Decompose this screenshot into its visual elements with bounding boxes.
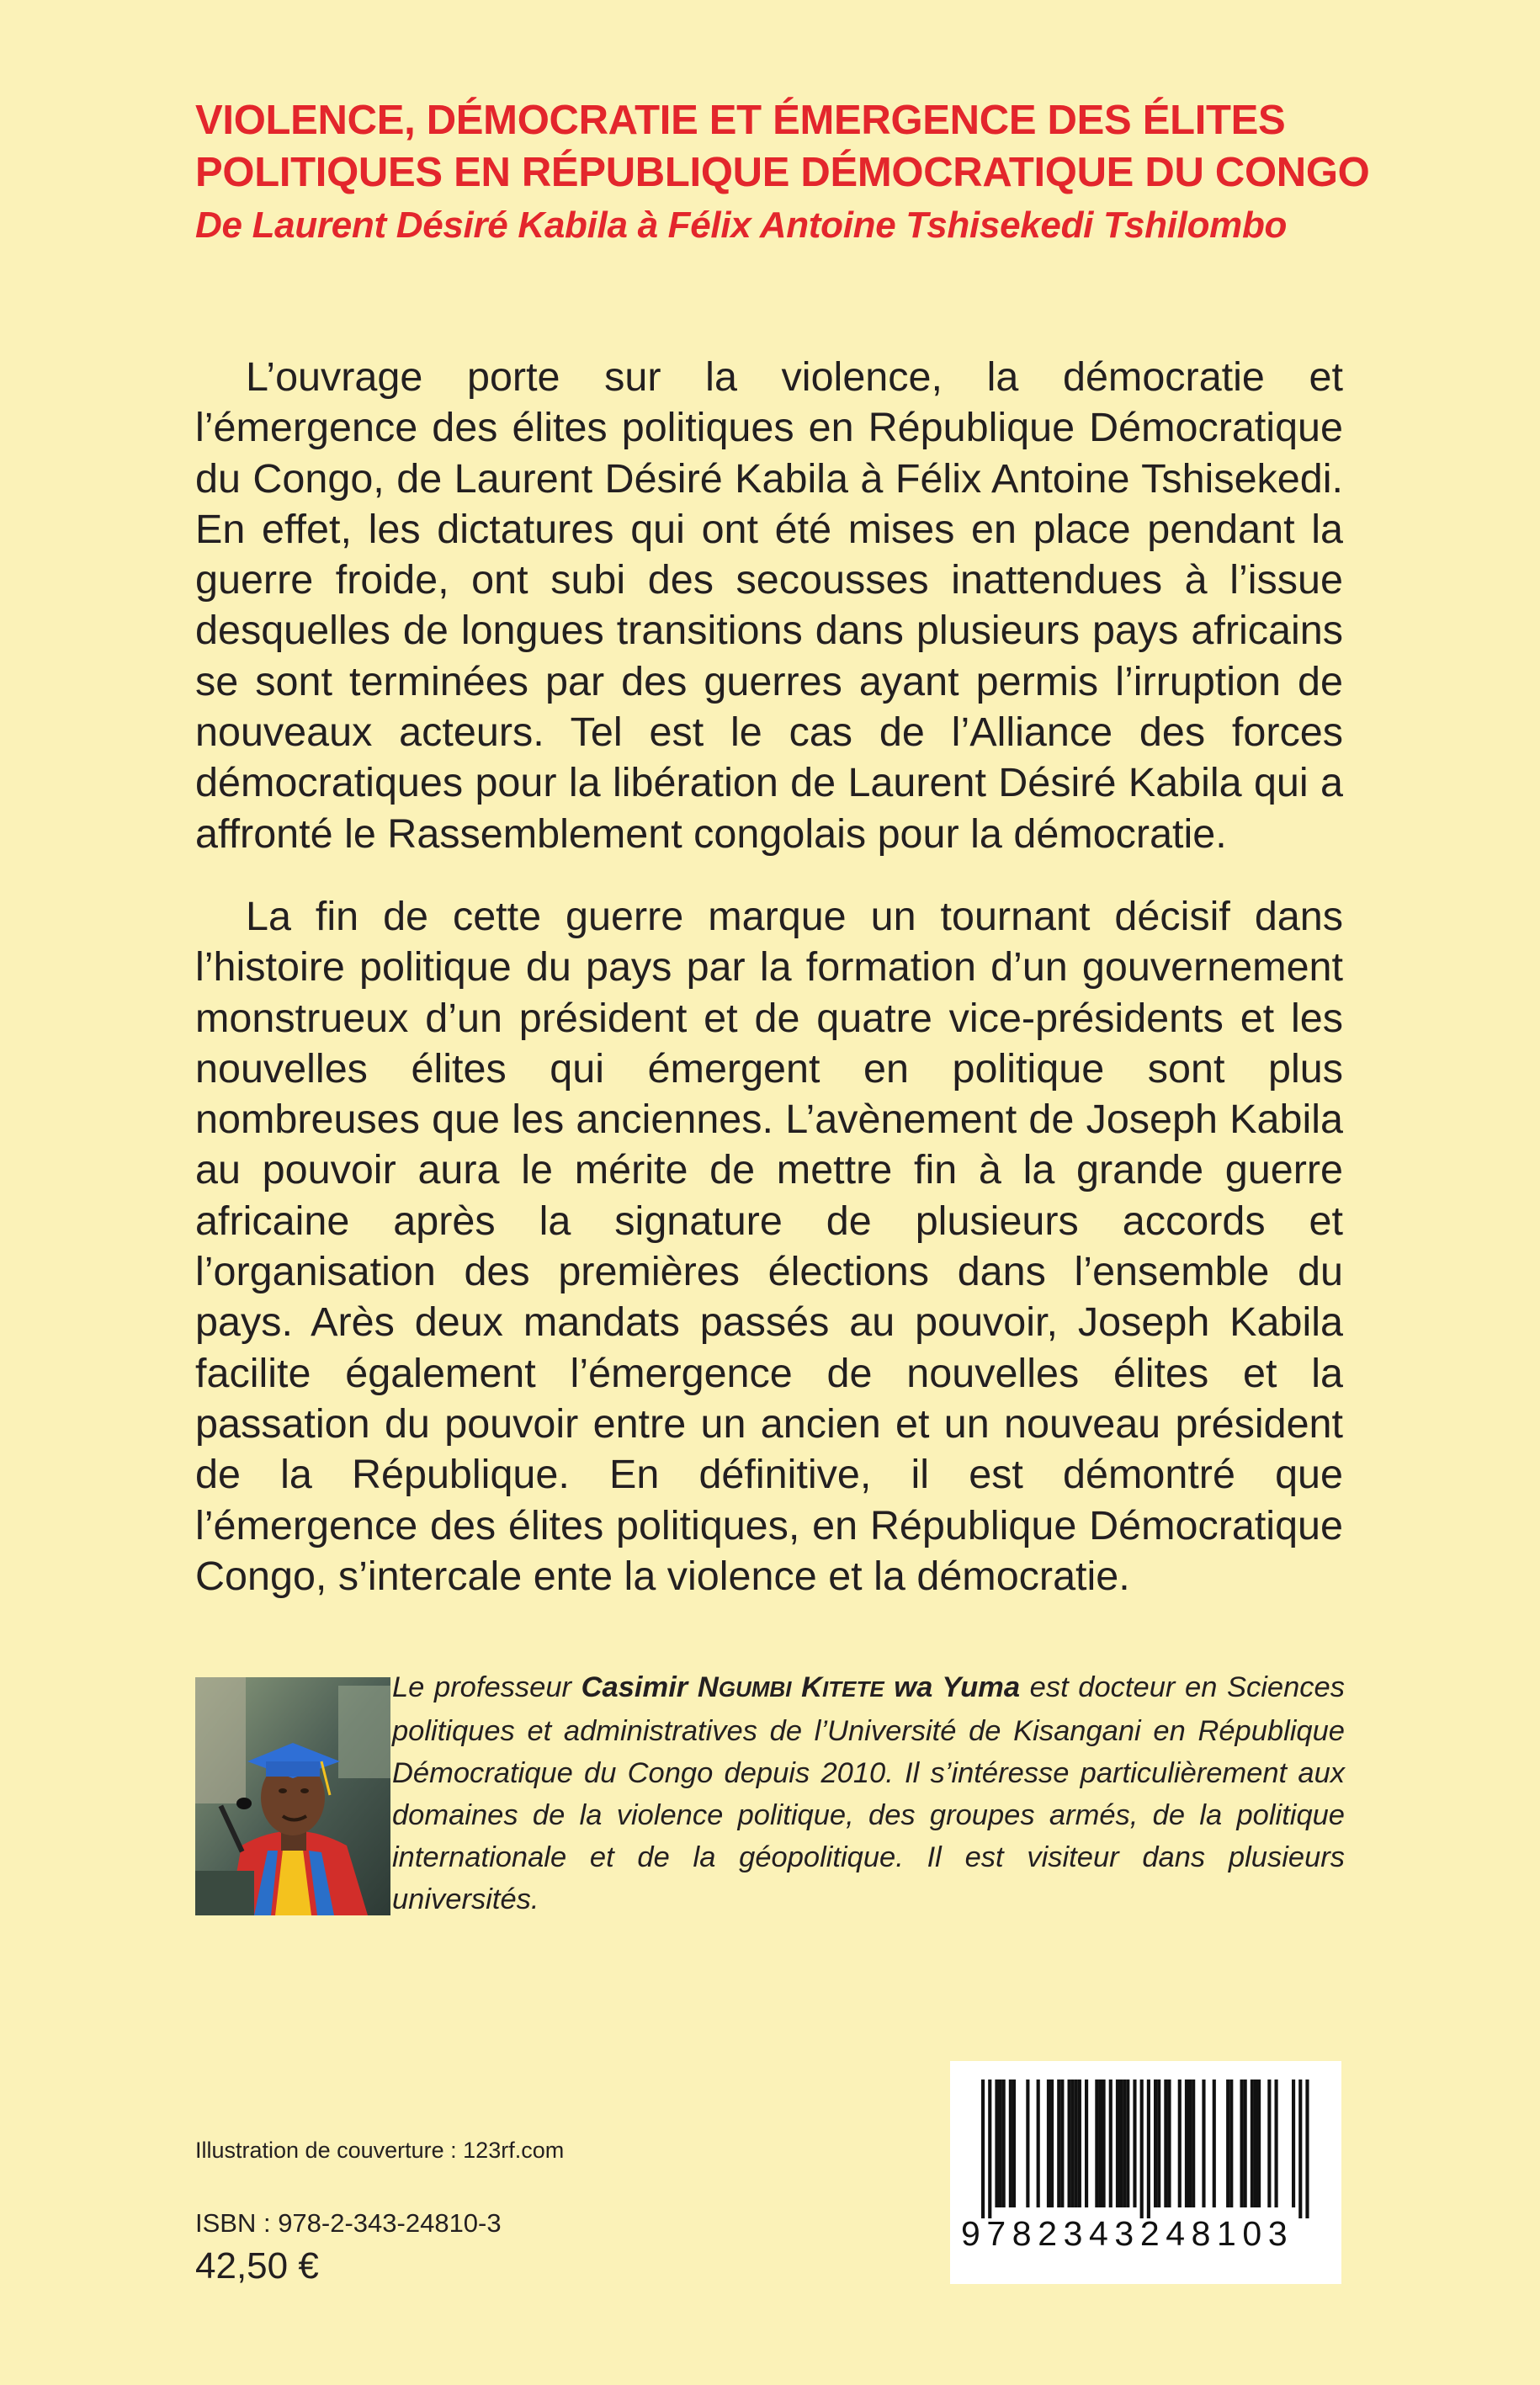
barcode-bar (1147, 2080, 1150, 2218)
barcode-bar (1068, 2080, 1071, 2207)
barcode-bar (1292, 2080, 1295, 2207)
bio-prefix: Le professeur (392, 1671, 581, 1703)
barcode-bar (1164, 2080, 1167, 2207)
author-first-name: Casimir (581, 1671, 698, 1703)
barcode-bar (1229, 2080, 1233, 2207)
barcode-bar (1047, 2080, 1050, 2207)
barcode-bar (1157, 2080, 1160, 2207)
barcode-bar (988, 2080, 991, 2218)
barcode-bar (1178, 2080, 1182, 2207)
barcode-bar (1275, 2080, 1278, 2207)
barcode (950, 2061, 1341, 2284)
barcode-bar (1154, 2080, 1157, 2207)
barcode-bar (1095, 2080, 1098, 2207)
barcode-bar (1075, 2080, 1078, 2207)
bio-text: est docteur en Sciences politiques et administratives de l’Université de Kisangani en République Démocratique du Congo depuis 2010. Il s’intéresse particulièrement aux domaines de la violence politique, des groupes armés, de la politique internationale et de la géopolitique. Il est visiteur dans plusieurs universités. (392, 1671, 1345, 1915)
barcode-bar (1071, 2080, 1075, 2207)
barcode-bar (1192, 2080, 1195, 2207)
barcode-bar (1140, 2080, 1144, 2218)
barcode-bar (1244, 2080, 1247, 2207)
barcode-bar (1167, 2080, 1171, 2207)
barcode-bar (1188, 2080, 1192, 2207)
barcode-bar (1009, 2080, 1012, 2207)
barcode-bar (1098, 2080, 1102, 2207)
summary-paragraph-1: L’ouvrage porte sur la violence, la démocratie et l’émergence des élites politiques en République Démocratique du Congo, de Laurent Désiré Kabila à Félix Antoine Tshisekedi. En effet, les dictatures qui ont été mises en place pendant la guerre froide, ont subi des secousses inattendues à l’issue desquelles de longues transitions dans plusieurs pays africains se sont terminées par des guerres ayant permis l’irruption de nouveaux acteurs. Tel est le cas de l’Alliance des forces démocratiques pour la libération de Laurent Désiré Kabila qui a affronté le Rassemblement congolais pour la démocratie. (195, 354, 1343, 857)
barcode-digits: 9782343248103 (961, 2214, 1294, 2253)
barcode-bar (1102, 2080, 1106, 2207)
author-surname2-rest: ITETE (822, 1676, 884, 1702)
barcode-bar (981, 2080, 985, 2218)
barcode-bar (1057, 2080, 1060, 2207)
book-title-line-2: POLITIQUES EN RÉPUBLIQUE DÉMOCRATIQUE DU CONGO (195, 150, 1370, 195)
author-surname1-rest: GUMBI (718, 1676, 792, 1702)
barcode-bar (1185, 2080, 1188, 2207)
barcode-bar (1002, 2080, 1006, 2207)
barcode-bar (1240, 2080, 1244, 2207)
author-name-space (791, 1671, 801, 1703)
barcode-bar (1133, 2080, 1136, 2207)
barcode-bar (1060, 2080, 1064, 2207)
author-name-suffix: wa Yuma (884, 1671, 1021, 1703)
barcode-bar (1085, 2080, 1088, 2207)
price: 42,50 € (195, 2245, 319, 2287)
barcode-bar (1116, 2080, 1119, 2207)
barcode-bar (1109, 2080, 1113, 2207)
barcode-bar (1213, 2080, 1216, 2207)
barcode-bar (1298, 2080, 1302, 2218)
author-bio (392, 1666, 1345, 1920)
barcode-bar (999, 2080, 1002, 2207)
summary-paragraph-2: La fin de cette guerre marque un tournant décisif dans l’histoire politique du pays par la formation d’un gouvernement monstrueux d’un président et de quatre vice-présidents et les nouvelles élites qui émergent en politique sont plus nombreuses que les anciennes. L’avènement de Joseph Kabila au pouvoir aura le mérite de mettre fin à la grande guerre africaine après la signature de plusieurs accords et l’organisation des premières élections dans l’ensemble du pays. Arès deux mandats passés au pouvoir, Joseph Kabila facilite également l’émergence de nouvelles élites et la passation du pouvoir entre un ancien et un nouveau président de la République. En définitive, il est démontré que l’émergence des élites politiques, en République Démocratique Congo, s’intercale ente la violence et la démocratie. (195, 893, 1343, 1599)
book-title-line-1: VIOLENCE, DÉMOCRATIE ET ÉMERGENCE DES ÉLITES (195, 98, 1286, 143)
barcode-bar (1126, 2080, 1129, 2207)
barcode-bar (995, 2080, 998, 2207)
summary-text (195, 352, 1343, 1602)
cover-illustration-credit: Illustration de couverture : 123rf.com (195, 2138, 565, 2163)
barcode-bar (1123, 2080, 1126, 2207)
barcode-bar (1305, 2080, 1309, 2218)
barcode-bar (1257, 2080, 1261, 2207)
barcode-bar (1267, 2080, 1271, 2207)
barcode-bar (1254, 2080, 1257, 2207)
barcode-bar (1226, 2080, 1229, 2207)
barcode-bar (1202, 2080, 1205, 2207)
barcode-bar (1012, 2080, 1016, 2207)
author-name (581, 1671, 1020, 1703)
book-subtitle: De Laurent Désiré Kabila à Félix Antoine Tshisekedi Tshilombo (195, 205, 1288, 246)
title-block (195, 94, 1407, 251)
barcode-bars (950, 2061, 1341, 2221)
author-photo (195, 1677, 390, 1915)
author-surname2-initial: K (801, 1671, 822, 1703)
barcode-bar (1026, 2080, 1029, 2207)
barcode-bar (1078, 2080, 1081, 2207)
barcode-bar (1050, 2080, 1054, 2207)
barcode-bar (1037, 2080, 1040, 2207)
barcode-bar (1119, 2080, 1123, 2207)
isbn: ISBN : 978-2-343-24810-3 (195, 2208, 502, 2238)
barcode-bar (1251, 2080, 1254, 2207)
author-surname1-initial: N (697, 1671, 719, 1703)
